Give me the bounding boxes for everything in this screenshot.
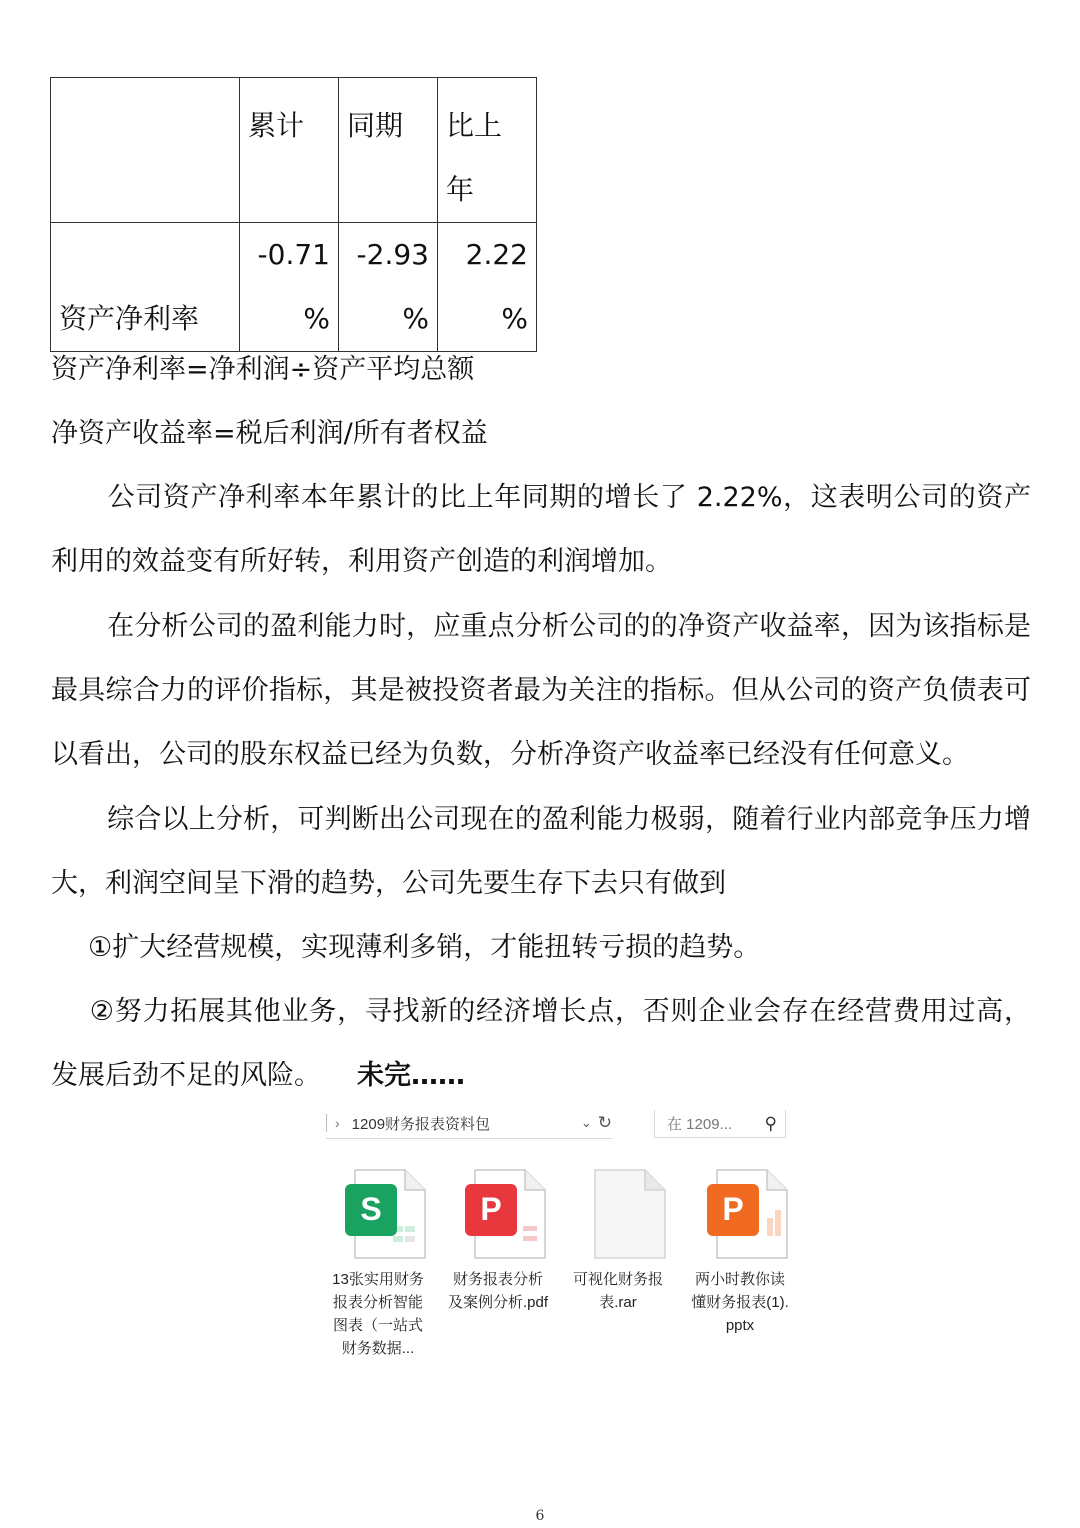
file-item[interactable]	[326, 1168, 430, 1360]
search-input[interactable]	[654, 1110, 786, 1138]
file-item[interactable]	[688, 1168, 792, 1337]
row-label: 资产净利率	[51, 223, 240, 352]
spreadsheet-icon	[343, 1168, 413, 1258]
svg-text:P: P	[480, 1191, 502, 1227]
file-name: 13张实用财务报表分析智能图表（一站式财务数据...	[332, 1271, 424, 1357]
table-row	[51, 223, 537, 352]
table-header-same-period: 同期	[339, 78, 438, 223]
folder-path: 1209财务报表资料包	[351, 1115, 491, 1133]
file-name: 两小时教你读懂财务报表(1).pptx	[691, 1271, 789, 1334]
svg-text:P: P	[722, 1191, 744, 1227]
table-header-empty	[51, 78, 240, 223]
value-same-period: -2.93 %	[339, 223, 438, 352]
svg-text:S: S	[360, 1191, 382, 1227]
ratio-table	[50, 77, 537, 352]
search-icon[interactable]: ⚲	[764, 1113, 777, 1133]
formula-roe: 净资产收益率=税后利润/所有者权益	[51, 418, 488, 449]
value-yoy: 2.22 %	[438, 223, 537, 352]
paragraph-2: 在分析公司的盈利能力时，应重点分析公司的的净资产收益率，因为该指标是最具综合力的评价指标，其是被投资者最为关注的指标。但从公司的资产负债表可以看出，公司的股东权益已经为负数，分析净资产收益率已经没有任何意义。	[51, 611, 1031, 771]
table-header-row	[51, 78, 537, 223]
unfinished-label: 未完……	[357, 1060, 465, 1092]
pdf-icon	[463, 1168, 533, 1258]
refresh-icon[interactable]: ↻	[597, 1113, 612, 1132]
address-bar[interactable]	[326, 1108, 612, 1139]
paragraph-1: 公司资产净利率本年累计的比上年同期的增长了 2.22%，这表明公司的资产利用的效益变有所好转，利用资产创造的利润增加。	[51, 482, 1031, 578]
file-name: 可视化财务报表.rar	[572, 1271, 663, 1311]
file-name: 财务报表分析及案例分析.pdf	[447, 1271, 549, 1311]
chevron-down-icon[interactable]: ⌄	[580, 1115, 592, 1130]
file-item[interactable]	[566, 1168, 670, 1314]
table-header-cumulative: 累计	[240, 78, 339, 223]
blank-file-icon	[583, 1168, 653, 1258]
list-item-2: ②努力拓展其他业务，寻找新的经济增长点，否则企业会存在经营费用过高，发展后劲不足的风险。 未完……	[51, 996, 1031, 1092]
table-header-yoy: 比上 年	[438, 78, 537, 223]
paragraph-3: 综合以上分析，可判断出公司现在的盈利能力极弱，随着行业内部竞争压力增大，利润空间呈下滑的趋势，公司先要生存下去只有做到	[51, 804, 1031, 900]
file-item[interactable]	[446, 1168, 550, 1314]
separator	[326, 1114, 327, 1132]
presentation-icon	[705, 1168, 775, 1258]
formula-roa: 资产净利率=净利润÷资产平均总额	[51, 354, 475, 385]
value-cumulative: -0.71 %	[240, 223, 339, 352]
page-number: 6	[535, 1508, 545, 1524]
file-explorer	[326, 1108, 796, 1368]
chevron-right-icon[interactable]: ›	[335, 1115, 340, 1131]
list-item-1: ①扩大经营规模，实现薄利多销，才能扭转亏损的趋势。	[88, 932, 761, 963]
search-placeholder: 在 1209...	[667, 1116, 733, 1133]
